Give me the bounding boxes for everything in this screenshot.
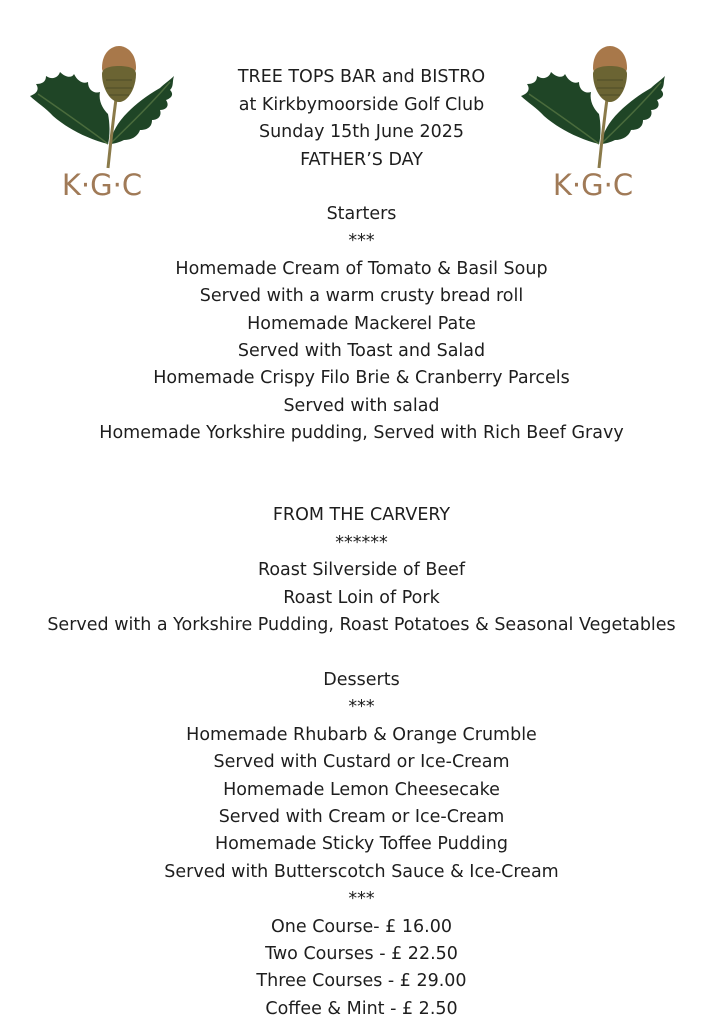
logo-monogram: K·G·C bbox=[61, 168, 143, 202]
price-coffee-mint: Coffee & Mint - £ 2.50 bbox=[265, 998, 458, 1019]
menu-item: Homemade Cream of Tomato & Basil Soup bbox=[175, 258, 548, 279]
menu-item-note: Served with Cream or Ice-Cream bbox=[218, 806, 505, 827]
menu-item-note: Served with Custard or Ice-Cream bbox=[213, 752, 510, 773]
section-divider: *** bbox=[348, 697, 375, 718]
section-divider: ****** bbox=[335, 532, 388, 553]
event-date: Sunday 15th June 2025 bbox=[258, 122, 465, 142]
menu-header bbox=[0, 64, 723, 174]
desserts-section bbox=[0, 667, 723, 914]
price-two-courses: Two Courses - £ 22.50 bbox=[265, 943, 458, 964]
menu-item-note: Served with Toast and Salad bbox=[237, 341, 486, 362]
event-title: FATHER’S DAY bbox=[300, 149, 423, 170]
venue-name: TREE TOPS BAR and BISTRO bbox=[237, 67, 486, 87]
price-one-course: One Course- £ 16.00 bbox=[271, 916, 452, 937]
section-title: Starters bbox=[326, 204, 397, 224]
section-title: FROM THE CARVERY bbox=[272, 505, 451, 526]
venue-location: at Kirkbymoorside Golf Club bbox=[238, 94, 485, 115]
menu-item: Homemade Crispy Filo Brie & Cranberry Parcels bbox=[153, 368, 570, 389]
prices-section bbox=[0, 914, 723, 1024]
section-divider: *** bbox=[348, 889, 375, 910]
menu-item: Homemade Lemon Cheesecake bbox=[223, 779, 500, 800]
logo-monogram: K·G·C bbox=[552, 168, 634, 202]
menu-item-note: Served with Butterscotch Sauce & Ice-Cream bbox=[164, 861, 559, 882]
price-three-courses: Three Courses - £ 29.00 bbox=[256, 971, 467, 992]
menu-item-note: Served with a warm crusty bread roll bbox=[199, 286, 524, 307]
starters-section bbox=[0, 201, 723, 448]
section-title: Desserts bbox=[323, 669, 400, 690]
menu-item: Homemade Mackerel Pate bbox=[247, 313, 476, 334]
menu-item: Roast Loin of Pork bbox=[283, 587, 440, 608]
section-divider: *** bbox=[348, 231, 375, 252]
menu-item-note: Served with a Yorkshire Pudding, Roast Potatoes & Seasonal Vegetables bbox=[47, 615, 676, 636]
menu-item-note: Served with salad bbox=[283, 395, 440, 416]
menu-item: Homemade Sticky Toffee Pudding bbox=[215, 834, 508, 855]
menu-item: Homemade Yorkshire pudding, Served with Rich Beef Gravy bbox=[99, 423, 624, 444]
menu-item: Roast Silverside of Beef bbox=[257, 560, 466, 581]
menu-body bbox=[0, 201, 723, 1023]
carvery-section bbox=[0, 502, 723, 639]
menu-item: Homemade Rhubarb & Orange Crumble bbox=[186, 724, 537, 745]
